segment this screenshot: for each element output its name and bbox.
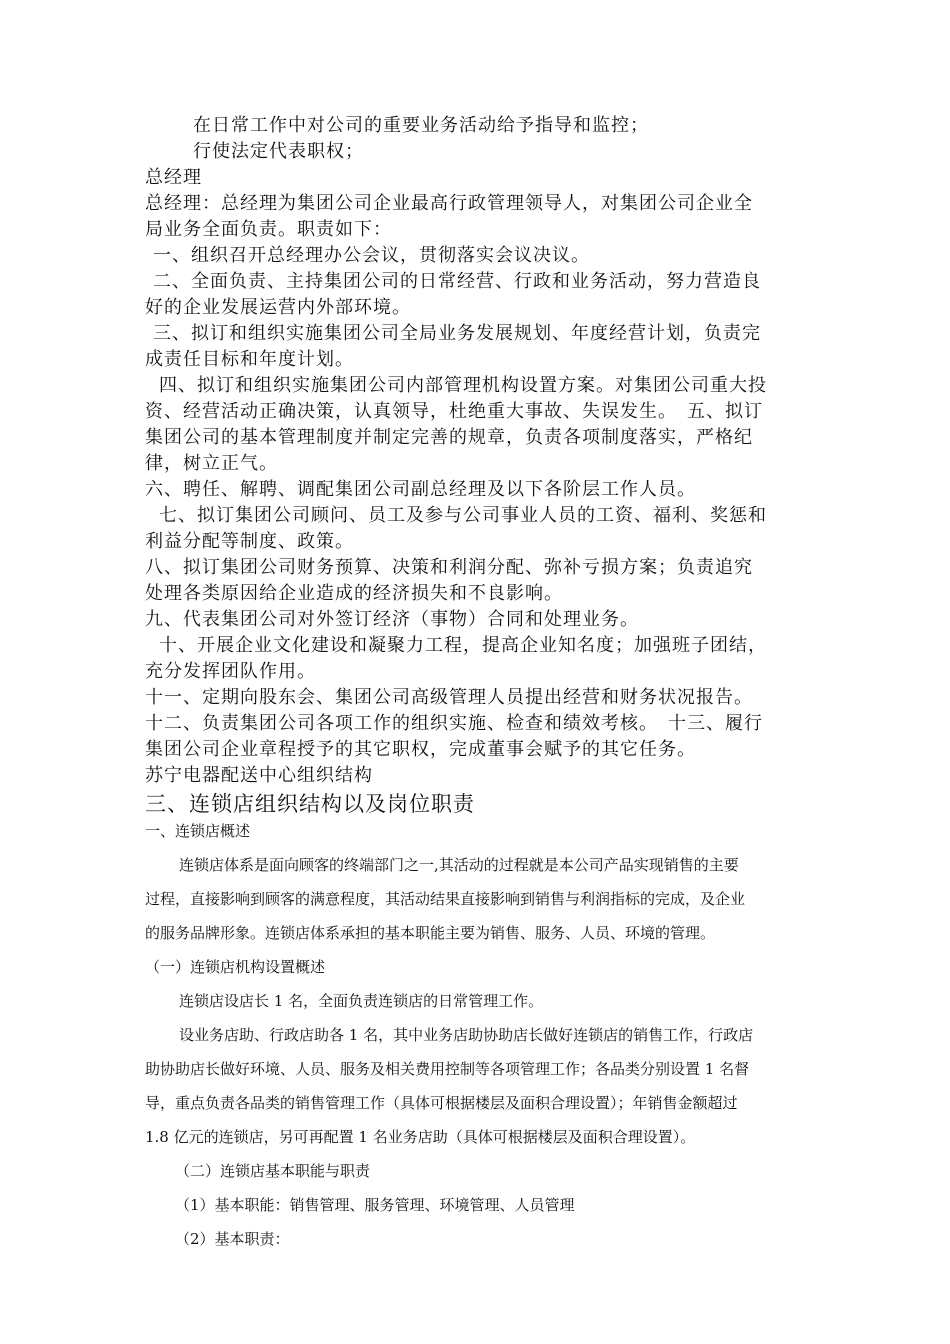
list-item: 一、组织召开总经理办公会议，贯彻落实会议决议。 — [153, 245, 590, 266]
paragraph-line: 连锁店设店长 1 名，全面负责连锁店的日常管理工作。 — [179, 992, 544, 1010]
paragraph-line: 助协助店长做好环境、人员、服务及相关费用控制等各项管理工作；各品类分别设置 1 名督 — [145, 1060, 750, 1078]
list-item: 十二、负责集团公司各项工作的组织实施、检查和绩效考核。 十三、履行 — [145, 713, 763, 734]
paragraph-line: 过程，直接影响到顾客的满意程度，其活动结果直接影响到销售与利润指标的完成，及企业 — [145, 890, 746, 908]
list-item: （1）基本职能：销售管理、服务管理、环境管理、人员管理 — [175, 1196, 575, 1214]
list-item: （2）基本职责： — [175, 1230, 290, 1248]
paragraph-line: 设业务店助、行政店助各 1 名，其中业务店助协助店长做好连锁店的销售工作，行政店 — [179, 1026, 754, 1044]
paragraph-line: 资、经营活动正确决策，认真领导，杜绝重大事故、失误发生。 五、拟订 — [145, 401, 763, 422]
paragraph-line: 处理各类原因给企业造成的经济损失和不良影响。 — [145, 583, 563, 604]
paragraph-line: 总经理：总经理为集团公司企业最高行政管理领导人，对集团公司企业全 — [145, 193, 753, 214]
paragraph-line: 局业务全面负责。职责如下： — [145, 219, 392, 240]
list-item: 九、代表集团公司对外签订经济（事物）合同和处理业务。 — [145, 609, 639, 630]
subsection-heading: （一）连锁店机构设置概述 — [145, 958, 326, 976]
paragraph-line: 集团公司企业章程授予的其它职权，完成董事会赋予的其它任务。 — [145, 739, 696, 760]
paragraph-line: 行使法定代表职权； — [193, 141, 364, 162]
paragraph-line: 律，树立正气。 — [145, 453, 278, 474]
chapter-heading: 三、连锁店组织结构以及岗位职责 — [145, 792, 475, 816]
list-item: 四、拟订和组织实施集团公司内部管理机构设置方案。对集团公司重大投 — [159, 375, 767, 396]
list-item: 十、开展企业文化建设和凝聚力工程，提高企业知名度；加强班子团结， — [159, 635, 767, 656]
list-item: 六、聘任、解聘、调配集团公司副总经理及以下各阶层工作人员。 — [145, 479, 696, 500]
list-item: 二、全面负责、主持集团公司的日常经营、行政和业务活动，努力营造良 — [153, 271, 761, 292]
paragraph-line: 1.8 亿元的连锁店，另可再配置 1 名业务店助（具体可根据楼层及面积合理设置）。 — [145, 1128, 696, 1146]
paragraph-line: 导，重点负责各品类的销售管理工作（具体可根据楼层及面积合理设置）；年销售金额超过 — [145, 1094, 738, 1112]
list-item: 七、拟订集团公司顾问、员工及参与公司事业人员的工资、福利、奖惩和 — [159, 505, 767, 526]
list-item: 三、拟订和组织实施集团公司全局业务发展规划、年度经营计划，负责完 — [153, 323, 761, 344]
paragraph-line: 好的企业发展运营内外部环境。 — [145, 297, 411, 318]
section-title-distribution-center: 苏宁电器配送中心组织结构 — [145, 765, 373, 786]
paragraph-line: 在日常工作中对公司的重要业务活动给予指导和监控； — [193, 115, 649, 136]
paragraph-line: 成责任目标和年度计划。 — [145, 349, 354, 370]
list-item: 八、拟订集团公司财务预算、决策和利润分配、弥补亏损方案；负责追究 — [145, 557, 753, 578]
subsection-heading: （二）连锁店基本职能与职责 — [175, 1162, 371, 1180]
lower-section — [145, 800, 753, 1256]
subsection-heading: 一、连锁店概述 — [145, 822, 251, 840]
upper-section — [145, 113, 767, 819]
paragraph-line: 连锁店体系是面向顾客的终端部门之一,其活动的过程就是本公司产品实现销售的主要 — [179, 856, 739, 874]
paragraph-line: 利益分配等制度、政策。 — [145, 531, 354, 552]
paragraph-line: 充分发挥团队作用。 — [145, 661, 316, 682]
paragraph-line: 的服务品牌形象。连锁店体系承担的基本职能主要为销售、服务、人员、环境的管理。 — [145, 924, 716, 942]
paragraph-line: 集团公司的基本管理制度并制定完善的规章，负责各项制度落实，严格纪 — [145, 427, 753, 448]
section-title-general-manager: 总经理 — [145, 167, 202, 188]
list-item: 十一、定期向股东会、集团公司高级管理人员提出经营和财务状况报告。 — [145, 687, 753, 708]
